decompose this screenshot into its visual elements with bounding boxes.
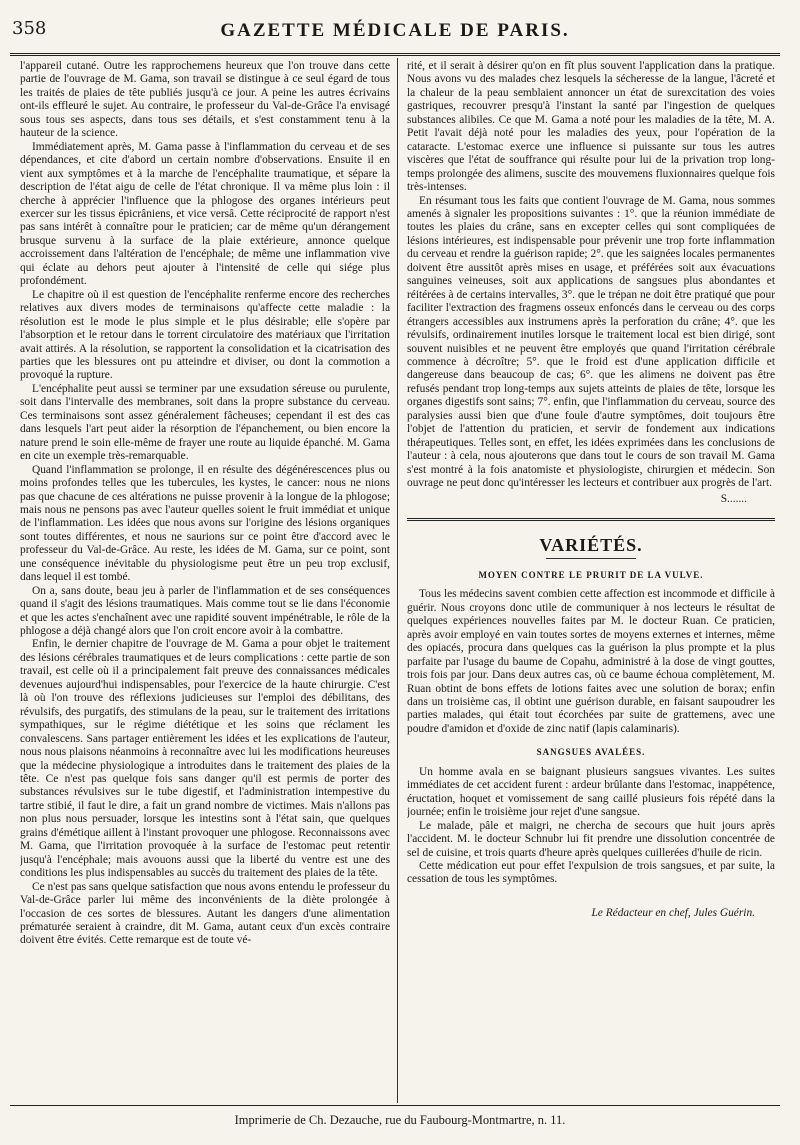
editor-signature: Le Rédacteur en chef, Jules Guérin. [591,906,755,919]
column-divider [397,58,398,1103]
article-heading: MOYEN CONTRE LE PRURIT DE LA VULVE. [478,569,704,580]
paragraph: Tous les médecins savent combien cette affection est incommode et difficile à guérir. Nous croyons donc utile de communiquer à nos lecteurs le résultat de quelques expériences nouvelles faites par M. le docteur Ruan. Ce praticien, après avoir employé en vain toutes sortes de moyens externes et internes, même des opiacés, procura dans quelques cas la guérison la plus prompte et la plus parfaite par l'usage du baume de Copahu, administré à la dose de vingt gouttes, trois fois par jour. Dans deux autres cas, où ce baume échoua complètement, M. Ruan obtint de bons effets de lotions faites avec une solution de borax; enfin dans un troisième cas, il obtint une guérison durable, en faisant saupoudrer les parties malades, qui était tout écorchées par suite de grattemens, avec une poudre d'amidon et d'oxide de zinc natif (lapis calaminaris). [407,588,775,735]
journal-title: GAZETTE MÉDICALE DE PARIS. [220,20,570,41]
section-title-underline [546,558,636,559]
paragraph: Quand l'inflammation se prolonge, il en résulte des dégénérescences plus ou moins profondes telles que les tubercules, les kystes, le cancer: nous ne nions pas que chacune de ces altérations ne puisse provenir à la longue de la phlogose; mais nous ne pensons pas avec l'auteur quelles soient le fruit immédiat et unique de l'inflammation. Les idées que nous avons sur l'origine des lésions organiques sont toutes différentes, et nous ne saurions sur ce point être d'accord avec le professeur du Val-de-Grâce. Au reste, les idées de M. Gama, sur ce point, sont une conséquence inévitable du physiologisme peut être un peu trop exclusif, dans lequel il est tombé. [20,463,390,584]
right-column [407,60,775,1100]
footer-rule [10,1105,780,1106]
paragraph: rité, et il serait à désirer qu'on en fît plus souvent l'application dans la pratique. Nous avons vu des malades chez lesquels la sécheresse de la langue, l'âcreté et la chaleur de la peau semblaient annoncer un état de surexcitation des voies gastriques, recouvrer presqu'à l'instant la santé par l'ingestion de quelques substances alibiles. Ce que M. Gama a noté pour les maladies de la tête, M. A. Petit l'avait déjà noté pour les maladies des yeux, pour l'opération de la cataracte. L'estomac exerce une influence si puissante sur tous les autres viscères que l'état de souffrance qui résulte pour lui de la privation trop long-temps prolongée des alimens, suscite des mouvemens fluxionnaires quelque fois très-intenses. [407,60,775,194]
paragraph: Un homme avala en se baignant plusieurs sangsues vivantes. Les suites immédiates de cet accident furent : ardeur brûlante dans l'estomac, inappétence, éructation, hoquet et vomissement de sang caillé plusieurs fois répété dans la journée; enfin le troisième jour rejet d'une sangsue. [407,765,775,819]
paragraph: On a, sans doute, beau jeu à parler de l'inflammation et de ses conséquences quand il s'agit des lésions traumatiques. Mais comme tout se lie dans l'économie et que les actes s'enchaînent avec une rapidité souvent impénétrable, le rôle de la phlogose a déjà changé alors que l'on croit encore avoir à la combattre. [20,584,390,638]
paragraph: Cette médication eut pour effet l'expulsion de trois sangsues, et par suite, la cessation de tous les symptômes. [407,860,775,886]
section-rule [407,518,775,521]
paragraph: Enfin, le dernier chapitre de l'ouvrage de M. Gama a pour objet le traitement des lésions cérébrales traumatiques et de leurs complications : cette partie de son travail, est celle où il a principalement fait preuve des connaissances médicales devenues aujourd'hui indispensables, pour l'exercice de la haute chirurgie. C'est là où l'on trouve des réflexions judicieuses sur l'emploi des débilitans, des révulsifs, des purgatifs, des stimulans de la peau, sur le traitement des irritations sympathiques, sur le régime diététique et les soins que réclament les convalescens. Sans partager entièrement les idées et les explications de l'auteur, nous nous plaisons néanmoins à reconnaître avec lui les modifications heureuses que la médecine physiologique a introduites dans le traitement des plaies de la tête. Ce n'est pas quelque fois sans danger qu'il est permis de porter des substances révulsives sur le tube digestif, et l'administration intempestive du tartre stibié, il faut le dire, a fait un grand nombre de victimes. Mais n'allons pas non plus nous persuader, lorsque les intestins sont à l'état sain, que quelques grains d'émétique aillent à l'instant provoquer une phlogose. Reconnaissons avec M. Gama, que l'irritation provoquée à la surface de l'estomac peut retentir jusqu'à l'encéphale; mais avouons aussi que la liberté du ventre est une des conditions les plus indispensables au succès du traitement des plaies de la tête. [20,638,390,880]
section-title: VARIÉTÉS. [539,534,643,555]
page-header [10,18,780,48]
header-rule [10,53,780,56]
paragraph: Immédiatement après, M. Gama passe à l'inflammation du cerveau et de ses dépendances, et cite d'abord un certain nombre d'observations. Ensuite il en vient aux symptômes et à la marche de l'encéphalite traumatique, et sépare la description de l'état aigu de celle de l'état chronique. Il va même plus loin : il cherche à apprécier l'influence que la phlogose des organes intérieurs peut exercer sur les tissus épicrâniens, et vice versâ. Cette réciprocité de rapport n'est pas sans intérêt à connaître pour le praticien; car de même qu'un dérangement brusque survenu à la surface de la plaie extérieure, annonce quelque accroissement dans l'altération de l'encéphale; de même une inflammation vive qui éclate au dehors peut ajouter à l'intensité de celle qui siége plus profondément. [20,140,390,288]
printer-imprint: Imprimerie de Ch. Dezauche, rue du Faubourg-Montmartre, n. 11. [234,1113,566,1127]
article-signature: S....... [720,492,747,505]
paragraph: L'encéphalite peut aussi se terminer par une exsudation séreuse ou purulente, soit dans l'intervalle des membranes, soit dans la propre substance du cerveau. Ces terminaisons sont assez généralement fâcheuses; cependant il est des cas dans lesquels l'art peut aider la résorption de l'épanchement, ou bien encore la nature prend le soin elle-même de frayer une route au liquide épanché. M. Gama en cite un exemple très-remarquable. [20,382,390,463]
article-heading: SANGSUES AVALÉES. [536,747,646,758]
paragraph: En résumant tous les faits que contient l'ouvrage de M. Gama, nous sommes amenés à signaler les propositions suivantes : 1°. que la réunion immédiate de toutes les plaies du crâne, sans en excepter celles qui sont compliquées de lésions intérieures, est indispensable pour prévenir une trop forte inflammation du cerveau et rendre la guérison rapide; 2°. que les saignées locales permanentes doivent être aussitôt après mises en usage, et préférées soit aux évacuations sanguines veineuses, soit aux applications de sangsues plus abondantes et réitérées à de certains intervalles, 3°. que le trépan ne doit être pratiqué que pour faciliter l'extraction des fragmens osseux enfoncés dans le cerveau ou des corps étrangers accessibles aux instrumens après la perforation du crâne; 4°. que les révulsifs, ordinairement inutiles lorsque le traitement local est bien dirigé, sont souvent nuisibles et ne peuvent être employés que quand l'irritation cérébrale commence à décroître; 5°. que le froid est d'une application difficile et dangereuse dans beaucoup de cas; 6°. que les alimens ne doivent pas être refusés pendant trop long-temps aux sujets atteints de plaies de tête, lorsque les organes digestifs sont sains; 7°. enfin, que l'inflammation du cerveau, source des paralysies aussi bien que d'une foule d'autre symptômes, doit toujours être l'objet de l'attention du praticien, et servir de fondement aux indications thérapeutiques. Telles sont, en effet, les idées exprimées dans les conclusions de l'auteur : à cela, nous ajouterons que dans tout le cours de son travail M. Gama s'est montré à la fois anatomiste et physiologiste, chirurgien et médecin. Son ouvrage ne peut donc qu'intéresser les lecteurs et contribuer aux progrès de l'art. [407,194,775,490]
paragraph: Ce n'est pas sans quelque satisfaction que nous avons entendu le professeur du Val-de-Grâce parler lui même des inconvénients de la diète prolongée à l'occasion de ces sortes de blessures. Autant les dangers d'une alimentation prématurée seraient à craindre, dit M. Gama, autant ceux d'un excès contraire doivent être évités. Cette remarque est de toute vé- [20,880,390,947]
paragraph: Le malade, pâle et maigri, ne chercha de secours que huit jours après l'accident. M. le docteur Schnubr lui fit prendre une dissolution concentrée de sel de cuisine, et trois quarts d'heure après quelques cuillerées d'huile de ricin. [407,819,775,859]
page-number: 358 [12,18,47,39]
paragraph: l'appareil cutané. Outre les rapprochemens heureux que l'on trouve dans cette partie de l'ouvrage de M. Gama, son travail se distingue à ce seul égard de tous les traités de plaies de tête publiés jusqu'à ce jour. A peine les autres écrivains ont-ils effleuré le sujet. Au contraire, le professeur du Val-de-Grâce l'a envisagé sous tous ses aspects, dans tous ses détails, et s'est constamment tenu à la hauteur de la science. [20,60,390,140]
left-column [20,60,390,1105]
paragraph: Le chapitre où il est question de l'encéphalite renferme encore des recherches relatives aux divers modes de terminaisons qu'affecte cette maladie : la résolution est le mode le plus simple et le plus désirable; elle s'opère par l'absorption et le retour dans le torrent circulatoire des matériaux que l'irritation avait attirés. A la résolution, se rapportent la consolidation et la cicatrisation des parties que les blessures ont pu atteindre et diviser, ou dont la commotion a provoqué la rupture. [20,288,390,382]
